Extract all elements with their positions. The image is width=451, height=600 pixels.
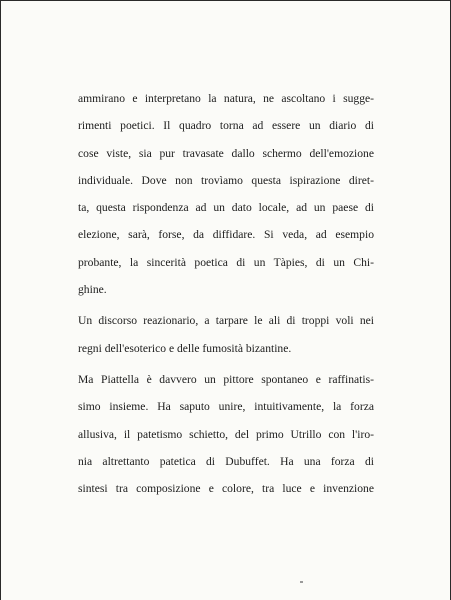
text-line: sintesi tra composizione e colore, tra luce e invenzione <box>78 482 374 496</box>
text-line: elezione, sarà, forse, da diffidare. Si veda, ad esempio <box>78 228 374 242</box>
text-line: ta, questa rispondenza ad un dato locale, ad un paese di <box>78 201 374 215</box>
text-line: cose viste, sia pur travasate dallo schermo dell'emozione <box>78 146 374 160</box>
text-line: allusiva, il patetismo schietto, del primo Utrillo con l'iro- <box>78 427 374 441</box>
paragraph-1 <box>78 85 374 303</box>
body-text <box>78 85 374 502</box>
text-line: regni dell'esoterico e delle fumosità bizantine. <box>78 341 292 355</box>
text-line: probante, la sincerità poetica di un Tàpies, di un Chi- <box>78 255 374 269</box>
text-line: ghine. <box>78 283 107 297</box>
page-mark <box>300 581 303 583</box>
text-line: individuale. Dove non trovìamo questa ispirazione diret- <box>78 173 374 187</box>
text-line: ammirano e interpretano la natura, ne ascoltano i sugge- <box>78 92 374 105</box>
paragraph-2 <box>78 307 374 362</box>
text-line: simo insieme. Ha saputo unire, intuitivamente, la forza <box>78 400 374 414</box>
paragraph-3 <box>78 366 374 502</box>
text-line: Un discorso reazionario, a tarpare le ali di troppi voli nei <box>78 314 374 328</box>
text-line: rimenti poetici. Il quadro torna ad essere un diario di <box>78 119 374 133</box>
text-line: nia altrettanto patetica di Dubuffet. Ha una forza di <box>78 454 374 468</box>
text-line: Ma Piattella è davvero un pittore spontaneo e raffinatis- <box>78 372 374 386</box>
